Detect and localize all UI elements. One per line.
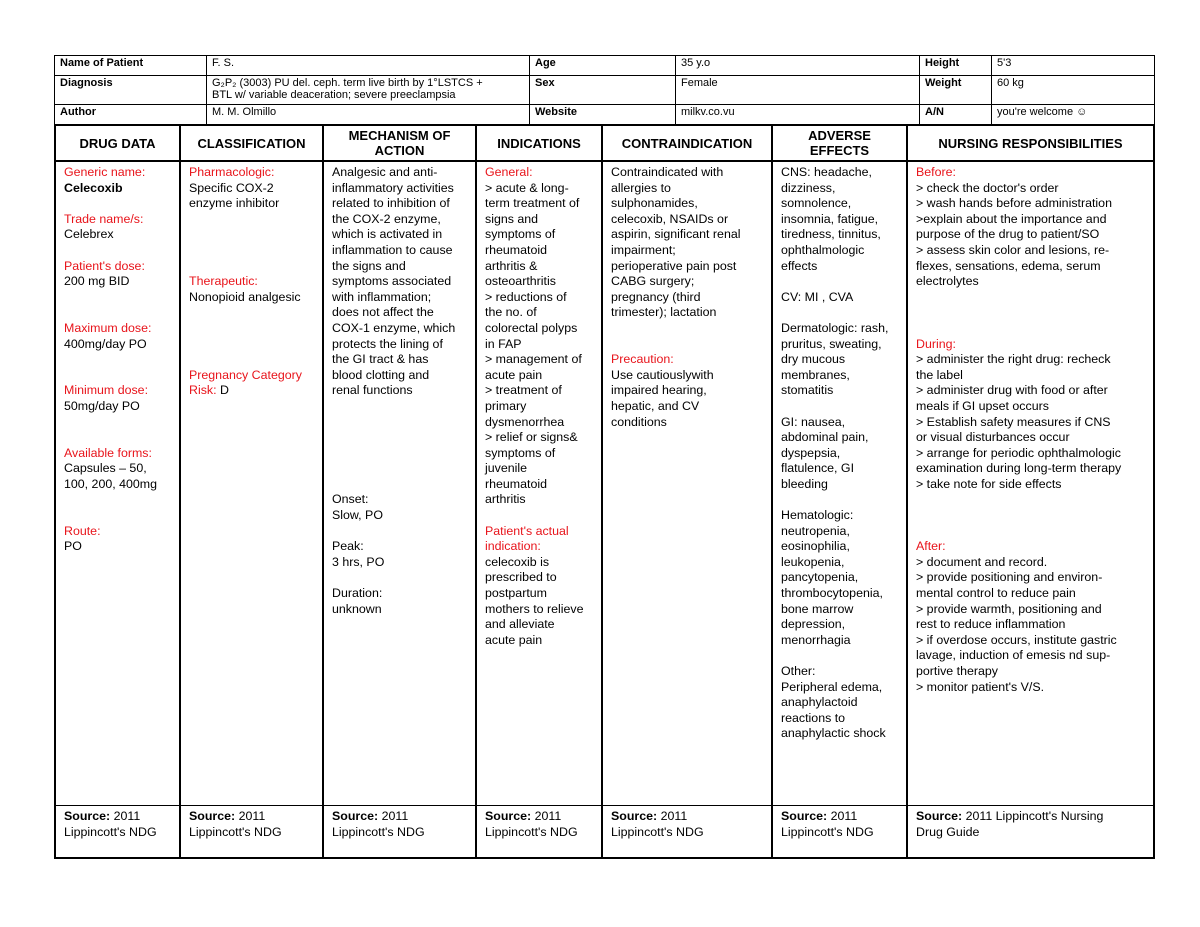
pharmacologic-line: Specific COX-2 [189,180,274,195]
nursing-cell [907,161,1154,806]
peak-label: Peak: [332,539,364,554]
indication-line: symptoms of [485,445,556,460]
contraindication-line: aspirin, significant renal [611,227,741,242]
after-text [916,555,1147,695]
pharmacologic-label: Pharmacologic: [189,165,275,179]
diagnosis-line: G₂P₂ (3003) PU del. ceph. term live birth by 1°LSTCS + [212,77,483,89]
contraindication-line: pregnancy (third [611,289,701,304]
diagnosis-label: Diagnosis [55,76,207,105]
indication-line: signs and [485,211,539,226]
nursing-line: >explain about the importance and [916,211,1107,226]
indication-line: rheumatoid [485,242,547,257]
adverse-gi [781,415,900,493]
adverse-line: dyspepsia, [781,445,841,460]
adverse-line: bleeding [781,476,828,491]
mechanism-line: the signs and [332,258,406,273]
adverse-line: membranes, [781,367,850,382]
nursing-line: portive therapy [916,664,998,678]
contraindication-line: celecoxib, NSAIDs or [611,211,729,226]
adverse-line: depression, [781,617,846,632]
adverse-line: menorrhagia [781,632,851,647]
source-label: Source: [64,809,111,823]
website-value: milkv.co.vu [676,105,920,125]
actual-indication-line: celecoxib is [485,554,550,569]
adverse-line: dry mucous [781,352,846,367]
adverse-line: Peripheral edema, [781,679,883,694]
weight-value: 60 kg [992,76,1155,105]
source-book: Lippincott's NDG [485,824,578,839]
indication-line: term treatment of [485,196,580,211]
precaution-line: conditions [611,414,667,429]
onset-value: Slow, PO [332,508,383,523]
header-indications: INDICATIONS [476,125,602,161]
header-adverse-line: EFFECTS [809,143,870,158]
max-dose-value: 400mg/day PO [64,336,147,351]
indication-line: primary [485,398,527,413]
nursing-line: > administer the right drug: recheck [916,352,1111,367]
actual-indication-line: acute pain [485,632,543,647]
adverse-other [781,664,900,742]
author-value: M. M. Olmillo [207,105,530,125]
forms-label: Available forms: [64,445,152,460]
contraindication-line: impairment; [611,242,676,257]
route-value: PO [64,539,82,554]
weight-label: Weight [920,76,992,105]
general-label: General: [485,165,533,179]
duration-label: Duration: [332,586,383,601]
indication-line: > reductions of [485,289,567,304]
adverse-line: stomatitis [781,383,834,398]
nursing-line: > monitor patient's V/S. [916,679,1045,694]
mechanism-line: with inflammation; [332,289,432,304]
patient-dose-value: 200 mg BID [64,274,130,289]
name-label: Name of Patient [55,56,207,76]
generic-name-value: Celecoxib [64,180,123,195]
age-value: 35 y.o [676,56,920,76]
nursing-line: > administer drug with food or after [916,383,1108,398]
peak-value: 3 hrs, PO [332,554,385,569]
header-classification: CLASSIFICATION [180,125,323,161]
route-label: Route: [64,523,101,538]
drug-data-cell [55,161,180,806]
source-label: Source: [916,809,963,823]
adverse-line: Hematologic: [781,508,854,523]
mechanism-line: inflammatory activities [332,180,454,195]
adverse-line: ophthalmologic [781,242,865,257]
adverse-line: tiredness, tinnitus, [781,227,881,242]
onset-label: Onset: [332,492,369,507]
indication-line: colorectal polyps [485,320,578,335]
adverse-line: abdominal pain, [781,430,869,445]
mechanism-line: inflammation to cause [332,242,453,257]
contraindication-line: allergies to [611,180,671,195]
nursing-line: the label [916,367,963,382]
indication-line: > acute & long- [485,180,569,195]
before-label: Before: [916,165,956,179]
adverse-line: Other: [781,664,816,678]
actual-indication-line: postpartum [485,586,547,601]
header-contraindication: CONTRAINDICATION [602,125,772,161]
source-book: Lippincott's NDG [611,824,704,839]
adverse-line: reactions to [781,710,846,725]
min-dose-label: Minimum dose: [64,383,149,398]
nursing-line: meals if GI upset occurs [916,398,1049,413]
generic-name-label: Generic name: [64,165,146,179]
diagnosis-line: BTL w/ variable deaceration; severe preeclampsia [212,89,456,101]
source-nursing-value: 2011 Lippincott's Nursing [962,809,1104,823]
mechanism-text [332,165,469,399]
precaution-line: hepatic, and CV [611,398,700,413]
during-text [916,352,1147,492]
pharmacologic-line: enzyme inhibitor [189,196,280,211]
contraindication-text [611,165,765,321]
pregnancy-risk-value: D [216,383,229,398]
adverse-line: flatulence, GI [781,461,855,476]
adverse-line: dizziness, [781,180,836,195]
age-label: Age [530,56,676,76]
patient-dose-label: Patient's dose: [64,258,145,273]
nursing-line: purpose of the drug to patient/SO [916,227,1100,242]
header-mechanism [323,125,476,161]
adverse-cv: CV: MI , CVA [781,289,854,304]
adverse-dermatologic [781,321,900,399]
nursing-line: examination during long-term therapy [916,461,1122,476]
contraindication-line: trimester); lactation [611,305,717,320]
adverse-line: neutropenia, [781,523,850,538]
header-nursing: NURSING RESPONSIBILITIES [907,125,1154,161]
nursing-line: mental control to reduce pain [916,586,1076,601]
height-label: Height [920,56,992,76]
indication-line: acute pain [485,367,543,382]
source-year: 2011 [235,809,266,823]
source-year: 2011 [110,809,141,823]
pregnancy-risk [189,383,316,399]
nursing-line: > take note for side effects [916,476,1062,491]
indication-line: > relief or signs& [485,430,578,445]
adverse-line: anaphylactoid [781,695,858,710]
actual-indication-label: Patient's actual [485,523,569,538]
duration-value: unknown [332,601,382,616]
source-label: Source: [189,809,236,823]
author-label: Author [55,105,207,125]
during-label: During: [916,336,956,351]
indication-line: juvenile [485,461,528,476]
forms-line: Capsules – 50, [64,461,147,476]
source-cell [476,806,602,859]
mechanism-line: related to inhibition of [332,196,450,211]
indication-line: > management of [485,352,582,367]
indication-line: in FAP [485,336,522,351]
source-book: Lippincott's NDG [781,824,874,839]
adverse-line: GI: nausea, [781,414,846,429]
adverse-line: effects [781,258,818,273]
therapeutic-value: Nonopioid analgesic [189,289,301,304]
an-value: you're welcome ☺ [992,105,1155,125]
mechanism-line: protects the lining of [332,336,443,351]
header-mechanism-line: ACTION [374,143,425,158]
adverse-line: eosinophilia, [781,539,850,554]
adverse-line: thrombocytopenia, [781,586,883,601]
indication-line: arthritis [485,492,526,507]
header-adverse-effects [772,125,907,161]
forms-line: 100, 200, 400mg [64,476,158,491]
contraindication-line: perioperative pain post [611,258,737,273]
mechanism-line: the COX-2 enzyme, [332,211,441,226]
contraindication-line: CABG surgery; [611,274,695,289]
actual-indication-line: mothers to relieve [485,601,584,616]
indication-line: arthritis & [485,258,538,273]
nursing-line: > Establish safety measures if CNS [916,414,1111,429]
source-cell [907,806,1154,859]
trade-name-value: Celebrex [64,227,114,242]
source-book: Lippincott's NDG [189,824,282,839]
an-label: A/N [920,105,992,125]
adverse-cns [781,165,900,274]
drug-study-table [54,124,1155,859]
adverse-line: leukopenia, [781,554,845,569]
indication-line: dysmenorrhea [485,414,565,429]
contraindication-cell [602,161,772,806]
indication-line: symptoms of [485,227,556,242]
pregnancy-label: Pregnancy Category [189,367,302,382]
mechanism-cell [323,161,476,806]
precaution-line: impaired hearing, [611,383,707,398]
nursing-line: lavage, induction of emesis nd sup- [916,648,1111,663]
mechanism-line: renal functions [332,383,413,398]
source-nursing-line2: Drug Guide [916,824,980,839]
source-cell [180,806,323,859]
source-cell [55,806,180,859]
nursing-line: or visual disturbances occur [916,430,1070,445]
source-cell [772,806,907,859]
before-text [916,181,1147,290]
nursing-line: > if overdose occurs, institute gastric [916,632,1117,647]
adverse-line: pancytopenia, [781,570,859,585]
mechanism-line: does not affect the [332,305,434,320]
actual-indication-label: indication: [485,539,541,554]
nursing-line: flexes, sensations, edema, serum [916,258,1101,273]
min-dose-value: 50mg/day PO [64,398,140,413]
nursing-line: rest to reduce inflammation [916,617,1066,632]
adverse-line: pruritus, sweating, [781,336,882,351]
source-cell [323,806,476,859]
adverse-line: somnolence, [781,196,852,211]
adverse-line: CNS: headache, [781,165,872,179]
contraindication-line: Contraindicated with [611,165,724,179]
nursing-line: > provide warmth, positioning and [916,601,1102,616]
nursing-line: > document and record. [916,554,1048,569]
adverse-effects-cell [772,161,907,806]
precaution-label: Precaution: [611,352,674,367]
source-label: Source: [332,809,379,823]
source-label: Source: [485,809,532,823]
website-label: Website [530,105,676,125]
nursing-line: > wash hands before administration [916,196,1112,211]
mechanism-line: which is activated in [332,227,443,242]
source-year: 2011 [378,809,409,823]
indication-line: > treatment of [485,383,562,398]
pregnancy-risk-label: Risk: [189,383,217,398]
nursing-line: > assess skin color and lesions, re- [916,242,1110,257]
indications-text [485,181,595,508]
therapeutic-label: Therapeutic: [189,274,258,289]
indication-line: the no. of [485,305,537,320]
source-year: 2011 [531,809,562,823]
mechanism-line: blood clotting and [332,367,430,382]
indications-cell [476,161,602,806]
patient-info-table [54,55,1155,125]
source-year: 2011 [827,809,858,823]
header-mechanism-line: MECHANISM OF [348,128,451,143]
precaution-line: Use cautiouslywith [611,367,714,382]
indication-line: rheumatoid [485,476,547,491]
nursing-line: > check the doctor's order [916,180,1059,195]
adverse-line: anaphylactic shock [781,726,886,741]
source-label: Source: [781,809,828,823]
sex-label: Sex [530,76,676,105]
adverse-line: Dermatologic: rash, [781,320,889,335]
mechanism-line: symptoms associated [332,274,452,289]
after-label: After: [916,539,946,554]
header-drug-data: DRUG DATA [55,125,180,161]
actual-indication-line: and alleviate [485,617,555,632]
contraindication-line: sulphonamides, [611,196,698,211]
max-dose-label: Maximum dose: [64,320,152,335]
nursing-line: > provide positioning and environ- [916,570,1103,585]
classification-cell [180,161,323,806]
source-book: Lippincott's NDG [64,824,157,839]
source-cell [602,806,772,859]
source-book: Lippincott's NDG [332,824,425,839]
trade-name-label: Trade name/s: [64,211,144,226]
header-adverse-line: ADVERSE [808,128,871,143]
source-label: Source: [611,809,658,823]
indication-line: osteoarthritis [485,274,556,289]
actual-indication-line: prescribed to [485,570,557,585]
adverse-hematologic [781,508,900,648]
nursing-line: > arrange for periodic ophthalmologic [916,445,1121,460]
adverse-line: insomnia, fatigue, [781,211,879,226]
adverse-line: bone marrow [781,601,854,616]
mechanism-line: COX-1 enzyme, which [332,320,456,335]
precaution-text [611,368,765,430]
mechanism-line: Analgesic and anti- [332,165,438,179]
mechanism-line: the GI tract & has [332,352,429,367]
diagnosis-value [207,76,530,105]
height-value: 5'3 [992,56,1155,76]
actual-indication-text [485,555,595,649]
source-year: 2011 [657,809,688,823]
nursing-line: electrolytes [916,274,979,289]
sex-value: Female [676,76,920,105]
name-value: F. S. [207,56,530,76]
